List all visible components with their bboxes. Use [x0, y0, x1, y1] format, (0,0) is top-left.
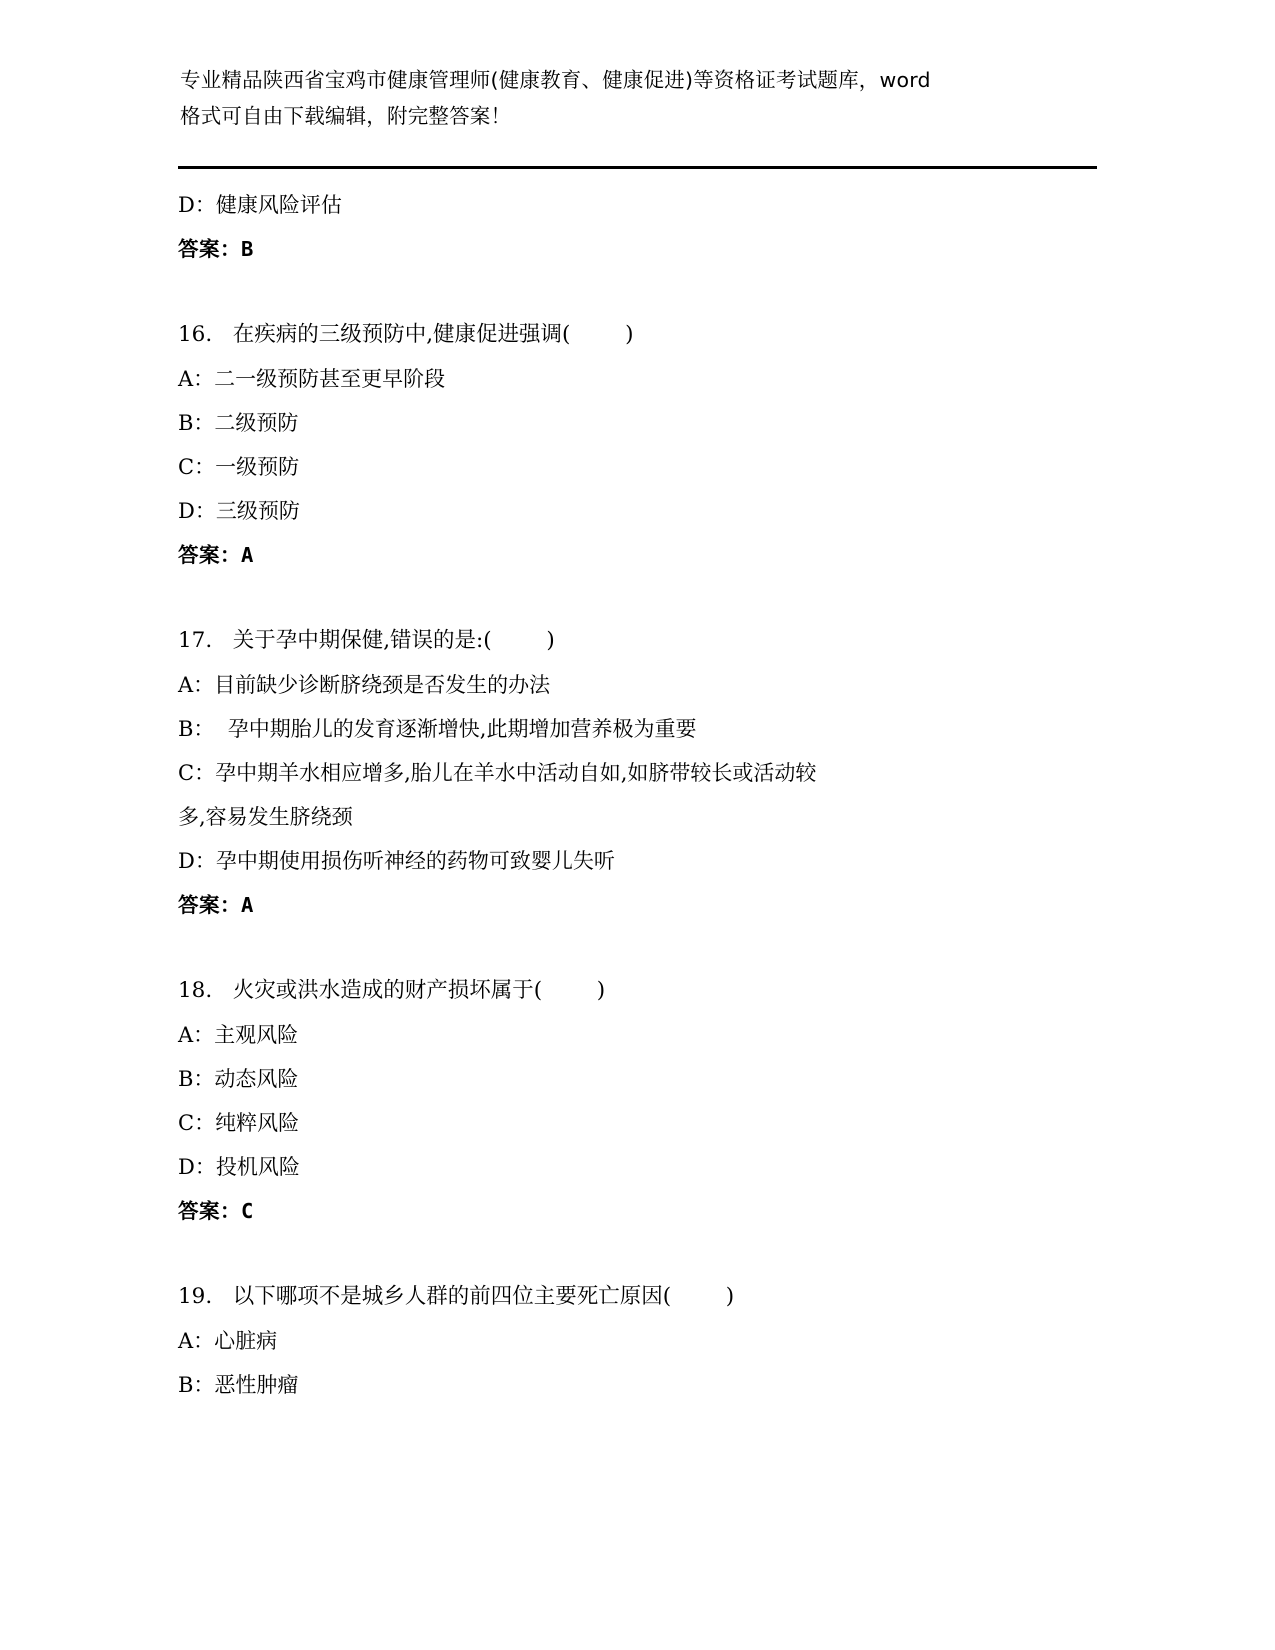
- answer-value: A: [241, 893, 254, 917]
- option-line: D：三级预防: [178, 499, 300, 523]
- question-stem: [178, 969, 1097, 1013]
- option-line: B：恶性肿瘤: [178, 1373, 299, 1397]
- option-line: B：二级预防: [178, 411, 299, 435]
- question-text: 火灾或洪水造成的财产损坏属于( ): [232, 978, 606, 1003]
- option-line: A：目前缺少诊断脐绕颈是否发生的办法: [178, 673, 551, 697]
- option-line: A：心脏病: [178, 1329, 278, 1353]
- question-number: 19.: [178, 1284, 213, 1309]
- answer-label: 答案：: [178, 237, 241, 261]
- answer-label: 答案：: [178, 543, 241, 567]
- block-spacer: [178, 927, 1097, 969]
- header-line-1: 专业精品陕西省宝鸡市健康管理师(健康教育、健康促进)等资格证考试题库，word: [180, 68, 931, 92]
- answer-line: [178, 1189, 1097, 1233]
- question-stem: [178, 313, 1097, 357]
- option-line: A：二一级预防甚至更早阶段: [178, 367, 446, 391]
- question-number: 16.: [178, 322, 213, 347]
- option-line: B：动态风险: [178, 1067, 299, 1091]
- option-line: A：主观风险: [178, 1023, 299, 1047]
- answer-label: 答案：: [178, 893, 241, 917]
- answer-value: B: [241, 237, 254, 261]
- question-text: 在疾病的三级预防中,健康促进强调( ): [232, 322, 634, 347]
- answer-value: C: [241, 1199, 254, 1223]
- option-line: C：孕中期羊水相应增多,胎儿在羊水中活动自如,如脐带较长或活动较: [178, 761, 817, 785]
- question-text: 以下哪项不是城乡人群的前四位主要死亡原因( ): [232, 1284, 735, 1309]
- answer-value: A: [241, 543, 254, 567]
- question-text: 关于孕中期保健,错误的是:( ): [232, 628, 555, 653]
- block-spacer: [178, 577, 1097, 619]
- answer-label: 答案：: [178, 1199, 241, 1223]
- option-line-continuation: 多,容易发生脐绕颈: [178, 805, 353, 829]
- question-number: 17.: [178, 628, 213, 653]
- option-line: B： 孕中期胎儿的发育逐渐增快,此期增加营养极为重要: [178, 717, 697, 741]
- answer-line: [178, 533, 1097, 577]
- block-spacer: [178, 271, 1097, 313]
- option-line: D：孕中期使用损伤听神经的药物可致婴儿失听: [178, 849, 615, 873]
- option-line: D：健康风险评估: [178, 193, 342, 217]
- page-header: [178, 62, 1097, 134]
- question-stem: [178, 1275, 1097, 1319]
- header-line-2: 格式可自由下载编辑，附完整答案！: [180, 104, 512, 128]
- block-spacer: [178, 1233, 1097, 1275]
- answer-line: [178, 227, 1097, 271]
- option-line: D：投机风险: [178, 1155, 300, 1179]
- option-line: C：一级预防: [178, 455, 300, 479]
- question-stem: [178, 619, 1097, 663]
- document-body: [178, 169, 1097, 1407]
- answer-line: [178, 883, 1097, 927]
- option-line: C：纯粹风险: [178, 1111, 300, 1135]
- question-number: 18.: [178, 978, 213, 1003]
